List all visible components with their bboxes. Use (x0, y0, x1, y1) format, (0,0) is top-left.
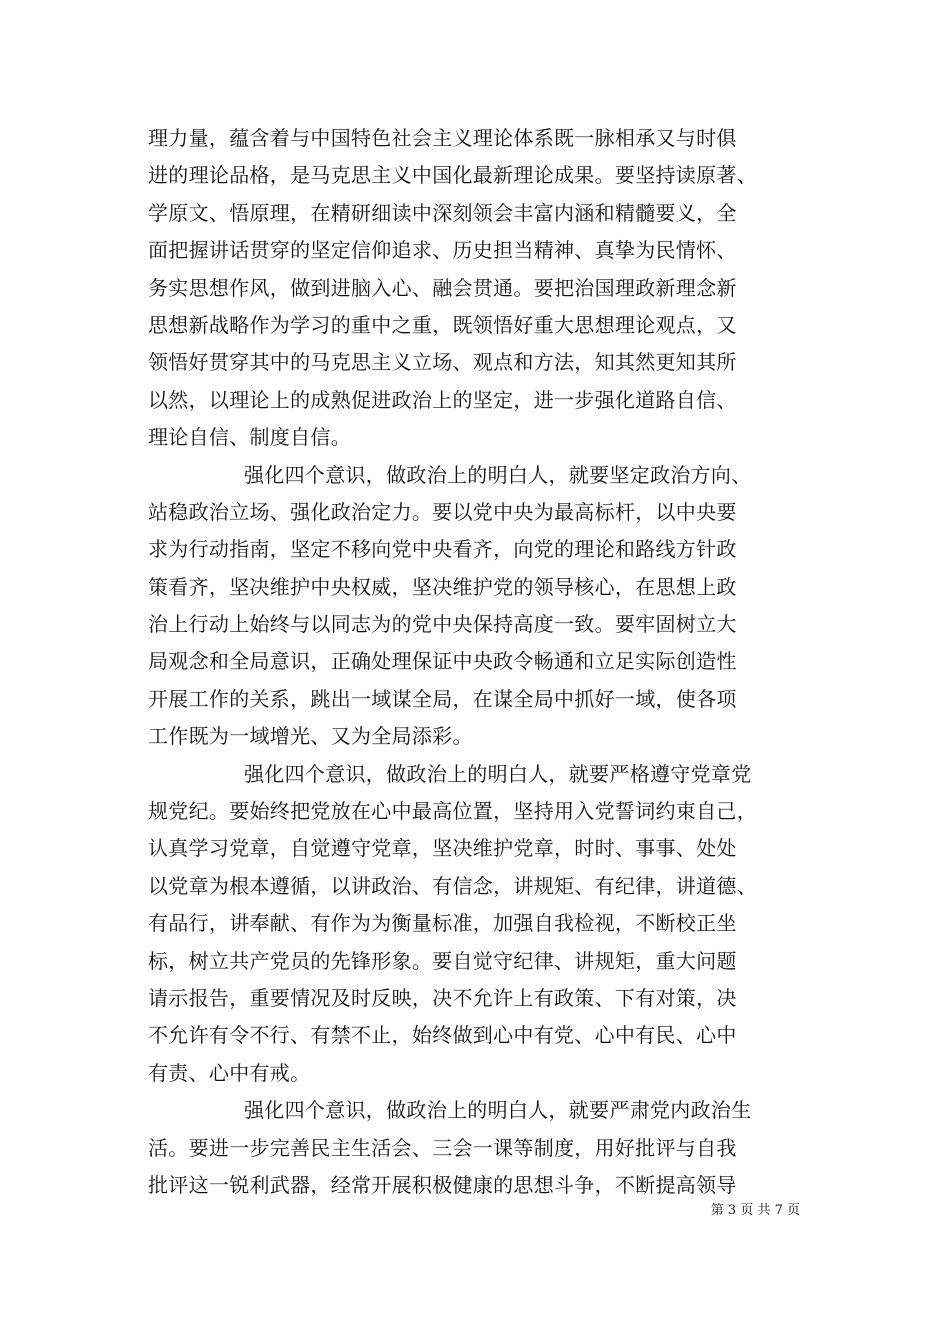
text-line: 认真学习党章，自觉遵守党章，坚决维护党章，时时、事事、处处 (148, 836, 737, 861)
text-line: 批评这一锐利武器，经常开展积极健康的思想斗争，不断提高领导 (148, 1172, 737, 1197)
text-line: 进的理论品格，是马克思主义中国化最新理论成果。要坚持读原著、 (148, 163, 757, 188)
text-line: 以然，以理论上的成熟促进政治上的坚定，进一步强化道路自信、 (148, 387, 737, 412)
text-line: 理论自信、制度自信。 (148, 425, 351, 450)
text-line: 请示报告，重要情况及时反映，决不允许上有政策、下有对策，决 (148, 985, 737, 1010)
paragraph-first-line: 强化四个意识，做政治上的明白人，就要严肃党内政治生 (244, 1098, 752, 1123)
text-line: 治上行动上始终与以同志为的党中央保持高度一致。要牢固树立大 (148, 612, 737, 637)
text-line: 不允许有令不行、有禁不止，始终做到心中有党、心中有民、心中 (148, 1023, 737, 1048)
text-line: 活。要进一步完善民主生活会、三会一课等制度，用好批评与自我 (148, 1135, 737, 1160)
text-line: 学原文、悟原理，在精研细读中深刻领会丰富内涵和精髓要义，全 (148, 200, 737, 225)
text-line: 规党纪。要始终把党放在心中最高位置，坚持用入党誓词约束自己， (148, 799, 757, 824)
text-line: 局观念和全局意识，正确处理保证中央政令畅通和立足实际创造性 (148, 649, 737, 674)
page-footer: 第 3 页 共 7 页 (710, 1203, 800, 1218)
text-line: 策看齐，坚决维护中央权威，坚决维护党的领导核心，在思想上政 (148, 574, 737, 599)
paragraph-first-line: 强化四个意识，做政治上的明白人，就要坚定政治方向、 (244, 462, 752, 487)
text-line: 开展工作的关系，跳出一域谋全局，在谋全局中抓好一域，使各项 (148, 686, 737, 711)
text-line: 以党章为根本遵循，以讲政治、有信念，讲规矩、有纪律，讲道德、 (148, 873, 757, 898)
text-line: 工作既为一域增光、又为全局添彩。 (148, 724, 473, 749)
text-line: 务实思想作风，做到进脑入心、融会贯通。要把治国理政新理念新 (148, 275, 737, 300)
text-line: 求为行动指南，坚定不移向党中央看齐，向党的理论和路线方针政 (148, 537, 737, 562)
text-line: 站稳政治立场、强化政治定力。要以党中央为最高标杆，以中央要 (148, 499, 737, 524)
text-line: 面把握讲话贯穿的坚定信仰追求、历史担当精神、真挚为民情怀、 (148, 238, 737, 263)
text-line: 思想新战略作为学习的重中之重，既领悟好重大思想理论观点，又 (148, 312, 737, 337)
text-line: 理力量，蕴含着与中国特色社会主义理论体系既一脉相承又与时俱 (148, 126, 737, 150)
document-body (148, 120, 828, 1204)
text-line: 标，树立共产党员的先锋形象。要自觉守纪律、讲规矩，重大问题 (148, 948, 737, 973)
text-line: 领悟好贯穿其中的马克思主义立场、观点和方法，知其然更知其所 (148, 350, 737, 375)
text-line: 有责、心中有戒。 (148, 1060, 311, 1085)
paragraph-first-line: 强化四个意识，做政治上的明白人，就要严格遵守党章党 (244, 761, 752, 786)
text-line: 有品行，讲奉献、有作为为衡量标准，加强自我检视，不断校正坐 (148, 911, 737, 936)
